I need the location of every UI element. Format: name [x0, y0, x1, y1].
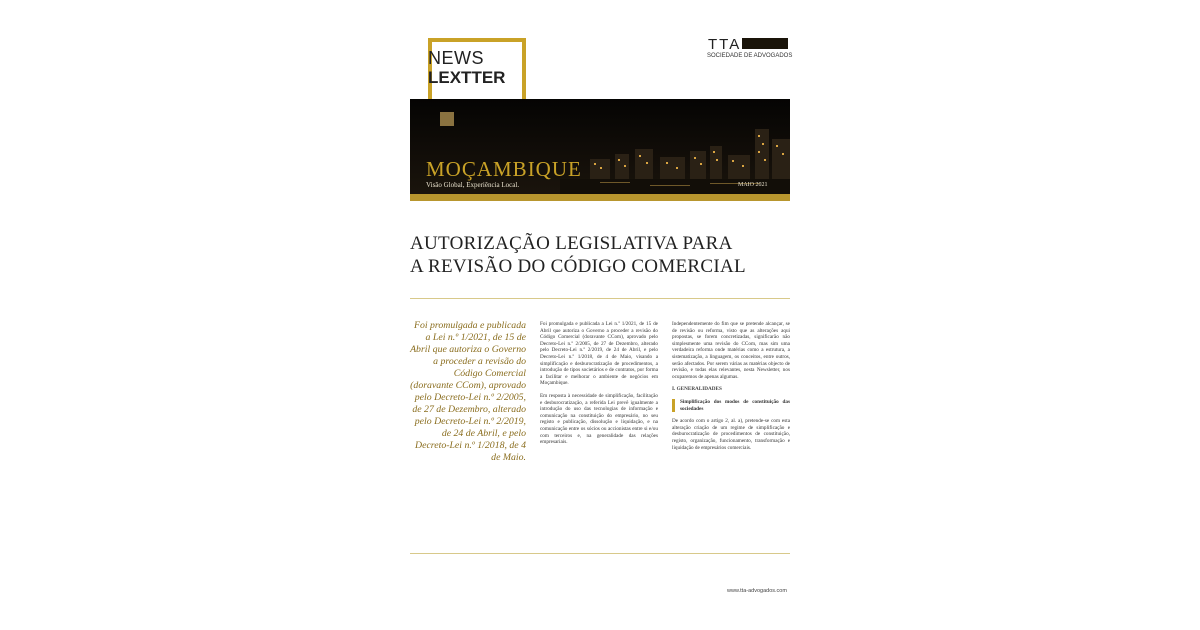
article-title-line-2: A REVISÃO DO CÓDIGO COMERCIAL	[410, 256, 746, 277]
firm-logo-subtitle: SOCIEDADE DE ADVOGADOS	[707, 53, 793, 59]
title-divider	[410, 298, 790, 299]
article-column-2	[672, 321, 790, 457]
firm-logo: TTA	[708, 36, 742, 53]
paragraph: Independentemente do fim que se pretende alcançar, se de revisão ou reforma, visto que as alterações aqui propostas, se forem concretizadas, significarão não simplesmente uma revisão do CCom, mas sim uma verdadeira reforma onde matérias como a estrutura, a sistematização, a linguagem, os conceitos, entre outros, serão afectados. Por serem várias as matérias objecto de revisão, e todas elas relevantes, nesta Newsletter, nos ocuparemos de apenas algumas.	[672, 321, 790, 380]
footer-divider	[410, 553, 790, 554]
banner-country: MOÇAMBIQUE	[426, 157, 582, 181]
banner-tagline: Visão Global, Experiência Local.	[426, 181, 520, 189]
banner-date: MAIO 2021	[738, 182, 768, 188]
article-title	[410, 232, 746, 278]
footer-website-link[interactable]: www.tta-advogados.com	[727, 588, 787, 594]
subsection-heading: Simplificação dos modos de constituição das sociedades	[672, 399, 790, 412]
banner-gold-rule	[410, 194, 790, 201]
newsletter-logo-news: NEWS	[428, 48, 484, 68]
article-title-line-1: AUTORIZAÇÃO LEGISLATIVA PARA	[410, 233, 733, 254]
newsletter-logo-lextter: LEXTTER	[428, 68, 506, 87]
article-column-1	[540, 321, 658, 452]
firm-logo-bar	[742, 38, 788, 49]
section-heading: I. GENERALIDADES	[672, 386, 722, 393]
decorative-square	[440, 112, 454, 126]
article-intro: Foi promulgada e publicada a Lei n.º 1/2021, de 15 de Abril que autoriza o Governo a proceder a revisão do Código Comercial (doravante CCom), aprovado pelo Decreto-Lei n.º 2/2005, de 27 de Dezembro, alterado pelo Decreto-Lei n.º 2/2019, de 24 de Abril, e pelo Decreto-Lei n.º 1/2018, de 4 de Maio.	[410, 320, 526, 463]
paragraph: Foi promulgada e publicada a Lei n.º 1/2021, de 15 de Abril que autoriza o Governo a proceder a revisão do Código Comercial (doravante CCom), aprovado pelo Decreto-Lei n.º 2/2005, de 27 de Dezembro, alterado pelo Decreto-Lei n.º 2/2019, de 24 de Abril, e pelo Decreto-Lei n.º 1/2018, de 4 de Maio, visando a simplificação e desburocratização de procedimentos, a introdução de tipos societários e de contratos, por forma a facilitar e melhorar o ambiente de negócios em Moçambique.	[540, 321, 658, 387]
paragraph: De acordo com o artigo 2, al. a), pretende-se com esta alteração criação de um regime de simplificação e desburocratização de procedimentos de constituição, registo, organização, funcionamento, transformação e liquidação de empresários comerciais.	[672, 418, 790, 451]
paragraph: Em resposta à necessidade de simplificação, facilitação e desburocratização, a referida Lei prevê igualmente a introdução do uso das tecnologias de informação e comunicação na constituição do empresário, no seu registo e publicação, dissolução e liquidação, e na comunicação entre os sócios ou accionistas entre si e/ou com terceiros e, na generalidade das relações empresariais.	[540, 392, 658, 446]
